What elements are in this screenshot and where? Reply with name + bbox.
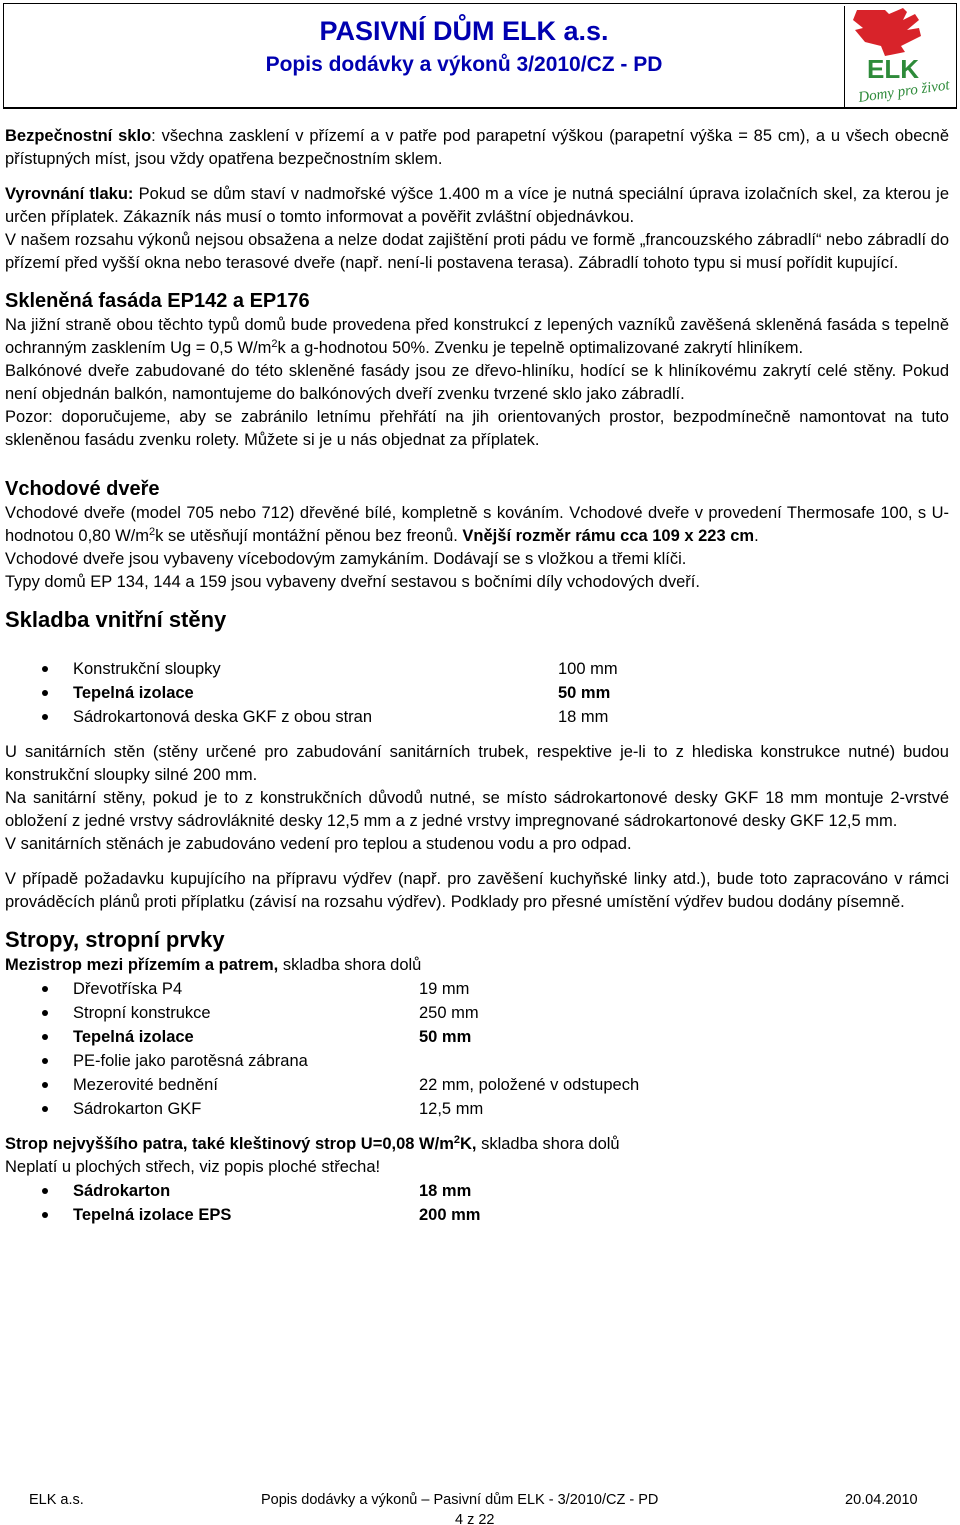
list-item-name: Stropní konstrukce — [73, 1003, 211, 1022]
list-item-name: Sádrokartonová deska GKF z obou stran — [73, 707, 372, 726]
header-rule — [3, 107, 957, 109]
facade-p1-text: Na jižní straně obou těchto typů domů bude provedena před konstrukcí z lepených vazníků zavěšená skleněná fasáda s tepelně ochranným zasklením Ug = 0,5 W/m — [5, 316, 949, 357]
list-item — [5, 1049, 949, 1073]
ceiling-sub-2-bold: Strop nejvyššího patra, také kleštinový strop U=0,08 W/m — [5, 1135, 454, 1153]
list-item-value: 250 mm — [419, 1003, 479, 1022]
footer-company: ELK a.s. — [29, 1492, 84, 1508]
list-item-name: Tepelná izolace EPS — [73, 1205, 232, 1224]
facade-paragraph-1 — [5, 314, 949, 360]
door-p1-text: Vchodové dveře (model 705 nebo 712) dřevěné bílé, kompletně s kováním. Vchodové dveře v provedení Thermosafe 100, s U-hodnotou 0,80 W/m — [5, 504, 949, 545]
ceiling-sub-2-bold-end: K, — [460, 1135, 477, 1153]
list-item — [5, 1203, 949, 1227]
list-item-name: PE-folie jako parotěsná zábrana — [73, 1051, 308, 1070]
pressure-paragraph — [5, 183, 949, 229]
wall-paragraph-2: Na sanitární stěny, pokud je to z konstrukčních důvodů nutné, se místo sádrokartonové desky GKF 18 mm montuje 2-vrstvé obložení z jedné vrstvy sádrovláknité desky 12,5 mm a z jedné vrstvy impregnované sádrokartonové desky GKF 12,5 mm. — [5, 789, 949, 830]
pressure-text: Pokud se dům staví v nadmořské výšce 1.400 m a více je nutná speciální úprava izolačních skel, za kterou je určen příplatek. Zákazník nás musí o tomto informovat a pověřit zvláštní objednávkou. — [5, 185, 949, 226]
list-item-name: Konstrukční sloupky — [73, 659, 221, 678]
ceiling-note: Neplatí u plochých střech, viz popis ploché střecha! — [5, 1158, 381, 1176]
list-item — [5, 681, 949, 705]
list-item-name: Tepelná izolace — [73, 1027, 194, 1046]
elk-logo-icon — [845, 6, 957, 108]
footer-document: Popis dodávky a výkonů – Pasivní dům ELK - 3/2010/CZ - PD — [261, 1492, 659, 1508]
facade-p1-sup: 2 — [271, 338, 278, 350]
header-subtitle: Popis dodávky a výkonů 3/2010/CZ - PD — [265, 53, 663, 76]
list-item — [5, 1073, 949, 1097]
door-paragraph-3: Typy domů EP 134, 144 a 159 jsou vybaveny dveřní sestavou s bočními díly vchodových dveří. — [5, 573, 700, 591]
footer-date: 20.04.2010 — [845, 1492, 918, 1508]
list-item-value: 100 mm — [558, 659, 618, 678]
ceiling-sub-2 — [5, 1133, 949, 1156]
wall-paragraph-3: V sanitárních stěnách je zabudováno vedení pro teplou a studenou vodu a pro odpad. — [5, 835, 632, 853]
list-item-value: 22 mm, položené v odstupech — [419, 1075, 640, 1094]
list-item — [5, 657, 949, 681]
list-item-value: 18 mm — [419, 1181, 472, 1200]
door-p1-sup: 2 — [149, 526, 156, 538]
wall-paragraph-4: V případě požadavku kupujícího na přípravu výdřev (např. pro zavěšení kuchyňské linky atd.), bude toto zapracováno v rámci prováděcích plánů proti příplatku (závisí na rozsahu výdřev). Podklady pro přesné umístění výdřev budou dodány písemně. — [5, 870, 949, 911]
list-item-name: Sádrokarton — [73, 1181, 171, 1200]
ceiling-sub-1-rest: skladba shora dolů — [278, 956, 422, 974]
footer-page-number: 4 z 22 — [455, 1512, 495, 1525]
railing-paragraph: V našem rozsahu výkonů nejsou obsažena a nelze dodat zajištění proti pádu ve formě „francouzského zábradlí“ nebo zábradlí do přízemí před vyšší okna nebo terasové dveře (např. není-li postavena terasa). Zábradlí tohoto typu si musí pořídit kupující. — [5, 231, 949, 272]
door-paragraph-1 — [5, 502, 949, 548]
list-item — [5, 1001, 949, 1025]
door-p1-end: . — [754, 527, 759, 545]
list-item — [5, 1025, 949, 1049]
list-item — [5, 705, 949, 729]
ceiling-heading: Stropy, stropní prvky — [5, 927, 225, 952]
header-title: PASIVNÍ DŮM ELK a.s. — [319, 16, 609, 46]
svg-text:ELK: ELK — [867, 54, 919, 84]
list-item — [5, 1179, 949, 1203]
list-item-name: Mezerovité bednění — [73, 1075, 218, 1094]
list-item-value: 50 mm — [419, 1027, 472, 1046]
list-item-name: Dřevotříska P4 — [73, 979, 183, 998]
elk-logo — [844, 6, 956, 108]
list-item-name: Tepelná izolace — [73, 683, 194, 702]
list-item-value: 18 mm — [558, 707, 609, 726]
facade-p1-text-end: k a g-hodnotou 50%. Zvenku je tepelně optimalizované zakrytí hliníkem. — [277, 339, 804, 357]
wall-layers-list — [5, 657, 949, 729]
door-paragraph-2: Vchodové dveře jsou vybaveny vícebodovým zamykáním. Dodávají se s vložkou a třemi klíči. — [5, 550, 687, 568]
wall-heading: Skladba vnitřní stěny — [5, 607, 227, 632]
list-item-value: 200 mm — [419, 1205, 481, 1224]
document-body — [5, 125, 949, 1227]
facade-paragraph-3: Pozor: doporučujeme, aby se zabránilo letnímu přehřátí na jih orientovaných prostor, bezpodmínečně namontovat na tuto skleněnou fasádu zvenku rolety. Můžete si je u nás objednat za příplatek. — [5, 408, 949, 449]
facade-paragraph-2: Balkónové dveře zabudované do této skleněné fasády jsou ze dřevo-hliníku, hodící se k hliníkovému zakrytí celé stěny. Pokud není objednán balkón, namontujeme do balkónových dveří zvenku tvrzené sklo jako zábradlí. — [5, 362, 949, 403]
page-header — [3, 3, 957, 109]
list-item-value: 50 mm — [558, 683, 611, 702]
list-item — [5, 1097, 949, 1121]
pressure-label: Vyrovnání tlaku: — [5, 185, 134, 203]
ceiling-layers-list-1 — [5, 977, 949, 1121]
list-item — [5, 977, 949, 1001]
ceiling-layers-list-2 — [5, 1179, 949, 1227]
svg-text:Domy pro život: Domy pro život — [857, 77, 951, 106]
ceiling-sub-1-bold: Mezistrop mezi přízemím a patrem, — [5, 956, 279, 974]
door-heading: Vchodové dveře — [5, 478, 160, 500]
facade-heading: Skleněná fasáda EP142 a EP176 — [5, 290, 310, 312]
ceiling-sub-2-rest: skladba shora dolů — [476, 1135, 620, 1153]
wall-paragraph-1: U sanitárních stěn (stěny určené pro zabudování sanitárních trubek, respektive je-li to z hlediska konstrukce nutné) budou konstrukční sloupky silné 200 mm. — [5, 743, 949, 784]
list-item-name: Sádrokarton GKF — [73, 1099, 202, 1118]
list-item-value: 12,5 mm — [419, 1099, 484, 1118]
list-item-value: 19 mm — [419, 979, 470, 998]
door-p1-text-mid: k se utěsňují montážní pěnou bez freonů. — [155, 527, 463, 545]
ceiling-sub-2-sup: 2 — [453, 1134, 460, 1146]
safety-glass-text: : všechna zasklení v přízemí a v patře pod parapetní výškou (parapetní výška = 85 cm), a u všech obecně přístupných míst, jsou vždy opatřena bezpečnostním sklem. — [5, 127, 949, 168]
ceiling-sub-1 — [5, 954, 949, 977]
safety-glass-label: Bezpečnostní sklo — [5, 127, 152, 145]
safety-glass-paragraph — [5, 125, 949, 171]
door-frame-size: Vnější rozměr rámu cca 109 x 223 cm — [462, 527, 755, 545]
